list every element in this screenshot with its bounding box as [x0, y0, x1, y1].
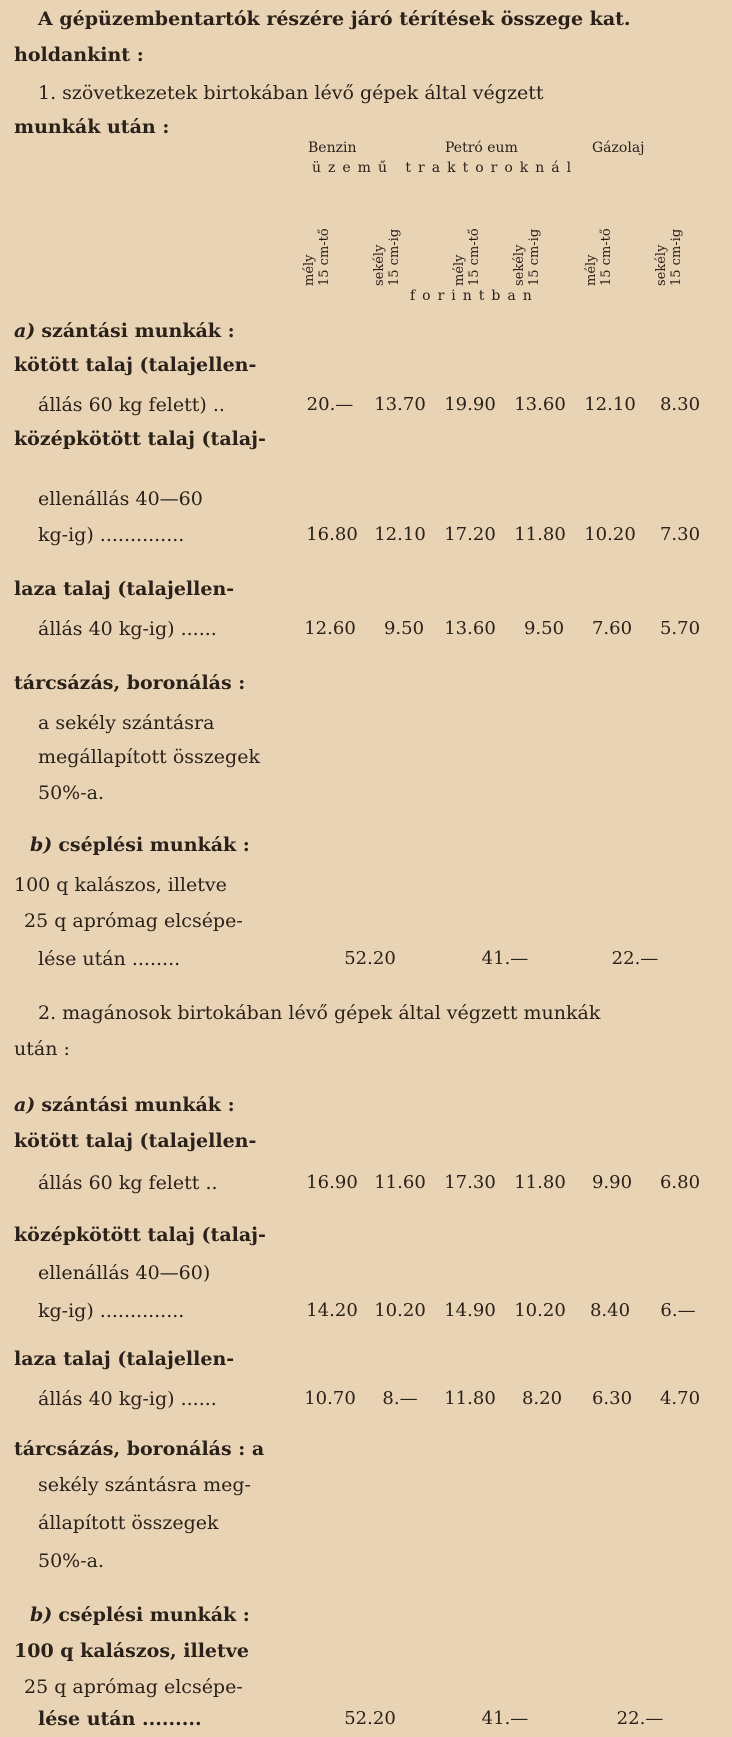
sec1-a-heading: a) szántási munkák : — [14, 320, 235, 342]
header-col-gazolaj-deep: mély 15 cm-tő — [584, 228, 614, 286]
table-cell: 41.— — [481, 948, 529, 969]
header-gazolaj: Gázolaj — [592, 140, 645, 156]
section1-line-1: 1. szövetkezetek birtokában lévő gépek által végzett — [38, 82, 544, 104]
sec2-kotott-2: állás 60 kg felett .. — [38, 1172, 218, 1194]
table-cell: 17.30 — [444, 1172, 496, 1193]
table-cell: 14.20 — [306, 1300, 358, 1321]
table-cell: 5.70 — [659, 618, 701, 639]
sec2-csep-3: lése után ......... — [38, 1708, 202, 1730]
sec1-csep-1: 100 q kalászos, illetve — [14, 874, 227, 896]
table-cell: 19.90 — [444, 394, 496, 415]
table-cell: 8.30 — [659, 394, 701, 415]
table-cell: 10.20 — [514, 1300, 566, 1321]
sec2-tarcs-3: állapított összegek — [38, 1512, 219, 1534]
header-benzin: Benzin — [308, 140, 357, 156]
table-cell: 16.80 — [306, 524, 358, 545]
section1-line-2: munkák után : — [14, 116, 170, 138]
table-cell: 14.90 — [444, 1300, 496, 1321]
sec1-tarcs-2: a sekély szántásra — [38, 712, 215, 734]
table-cell: 4.70 — [659, 1388, 701, 1409]
sec1-laza-1: laza talaj (talajellen- — [14, 578, 235, 600]
sec2-tarcs-2: sekély szántásra meg- — [38, 1474, 251, 1496]
table-cell: 9.50 — [383, 618, 425, 639]
sec1-tarcs-4: 50%-a. — [38, 782, 105, 804]
table-cell: 7.60 — [591, 618, 633, 639]
table-cell: 9.90 — [591, 1172, 633, 1193]
table-cell: 16.90 — [306, 1172, 358, 1193]
header-col-benzin-deep: mély 15 cm-tő — [302, 228, 332, 286]
table-cell: 10.20 — [374, 1300, 426, 1321]
table-cell: 8.40 — [589, 1300, 631, 1321]
sec2-b-heading: b) cséplési munkák : — [30, 1604, 250, 1626]
sec2-laza-2: állás 40 kg-ig) ...... — [38, 1388, 217, 1410]
sec1-tarcs-3: megállapított összegek — [38, 746, 260, 768]
header-forintban: forintban — [410, 288, 539, 304]
header-petroleum: Petró eum — [445, 140, 518, 156]
table-cell: 13.70 — [374, 394, 426, 415]
header-col-gazolaj-shallow: sekély 15 cm-ig — [654, 228, 684, 286]
table-cell: 20.— — [306, 394, 354, 415]
table-cell: 12.10 — [584, 394, 636, 415]
sec1-csep-2: 25 q aprómag elcsépe- — [24, 910, 243, 932]
sec1-kozep-3: kg-ig) .............. — [38, 524, 185, 546]
table-cell: 52.20 — [344, 1708, 396, 1729]
header-col-petro-shallow: sekély 15 cm-ig — [512, 228, 542, 286]
table-cell: 13.60 — [444, 618, 496, 639]
sec1-kozep-2: ellenállás 40—60 — [38, 488, 203, 510]
header-col-petro-deep: mély 15 cm-tő — [452, 228, 482, 286]
table-cell: 17.20 — [444, 524, 496, 545]
sec2-tarcs-1: tárcsázás, boronálás : a — [14, 1438, 265, 1460]
sec2-a-heading: a) szántási munkák : — [14, 1094, 235, 1116]
table-cell: 10.70 — [304, 1388, 356, 1409]
table-cell: 7.30 — [659, 524, 701, 545]
sec1-laza-2: állás 40 kg-ig) ...... — [38, 618, 217, 640]
sec1-tarcs-1: tárcsázás, boronálás : — [14, 672, 246, 694]
table-cell: 6.80 — [659, 1172, 701, 1193]
table-cell: 12.10 — [374, 524, 426, 545]
header-col-benzin-shallow: sekély 15 cm-ig — [372, 228, 402, 286]
sec1-kotott-1: kötött talaj (talajellen- — [14, 354, 257, 376]
sec2-kozep-3: kg-ig) .............. — [38, 1300, 185, 1322]
table-cell: 8.— — [382, 1388, 418, 1409]
table-cell: 41.— — [481, 1708, 529, 1729]
sec2-tarcs-4: 50%-a. — [38, 1550, 105, 1572]
table-cell: 13.60 — [514, 394, 566, 415]
table-cell: 11.80 — [444, 1388, 496, 1409]
sec2-csep-2: 25 q aprómag elcsépe- — [24, 1676, 243, 1698]
intro-line-1: A gépüzembentartók részére járó térítések összege kat. — [38, 8, 631, 30]
sec1-kotott-2: állás 60 kg felett) .. — [38, 394, 225, 416]
table-cell: 10.20 — [584, 524, 636, 545]
intro-line-2: holdankint : — [14, 44, 144, 66]
table-cell: 22.— — [611, 948, 659, 969]
table-cell: 11.80 — [514, 524, 566, 545]
sec1-b-heading: b) cséplési munkák : — [30, 834, 250, 856]
sec1-kozep-1: középkötött talaj (talaj- — [14, 428, 266, 450]
table-cell: 12.60 — [304, 618, 356, 639]
sec2-kozep-2: ellenállás 40—60) — [38, 1262, 211, 1284]
table-cell: 52.20 — [344, 948, 396, 969]
sec1-csep-3: lése után ........ — [38, 948, 181, 970]
sec2-laza-1: laza talaj (talajellen- — [14, 1348, 235, 1370]
sec2-kotott-1: kötött talaj (talajellen- — [14, 1130, 257, 1152]
table-cell: 11.80 — [514, 1172, 566, 1193]
table-cell: 22.— — [616, 1708, 664, 1729]
sec2-kozep-1: középkötött talaj (talaj- — [14, 1224, 266, 1246]
header-uzemu-traktoroknal: üzemű traktoroknál — [312, 160, 579, 176]
table-cell: 11.60 — [374, 1172, 426, 1193]
sec2-csep-1: 100 q kalászos, illetve — [14, 1640, 249, 1662]
section2-line-2: után : — [14, 1038, 70, 1060]
table-cell: 9.50 — [523, 618, 565, 639]
table-cell: 6.30 — [591, 1388, 633, 1409]
table-cell: 8.20 — [521, 1388, 563, 1409]
table-cell: 6.— — [660, 1300, 696, 1321]
section2-line-1: 2. magánosok birtokában lévő gépek által végzett munkák — [38, 1002, 601, 1024]
